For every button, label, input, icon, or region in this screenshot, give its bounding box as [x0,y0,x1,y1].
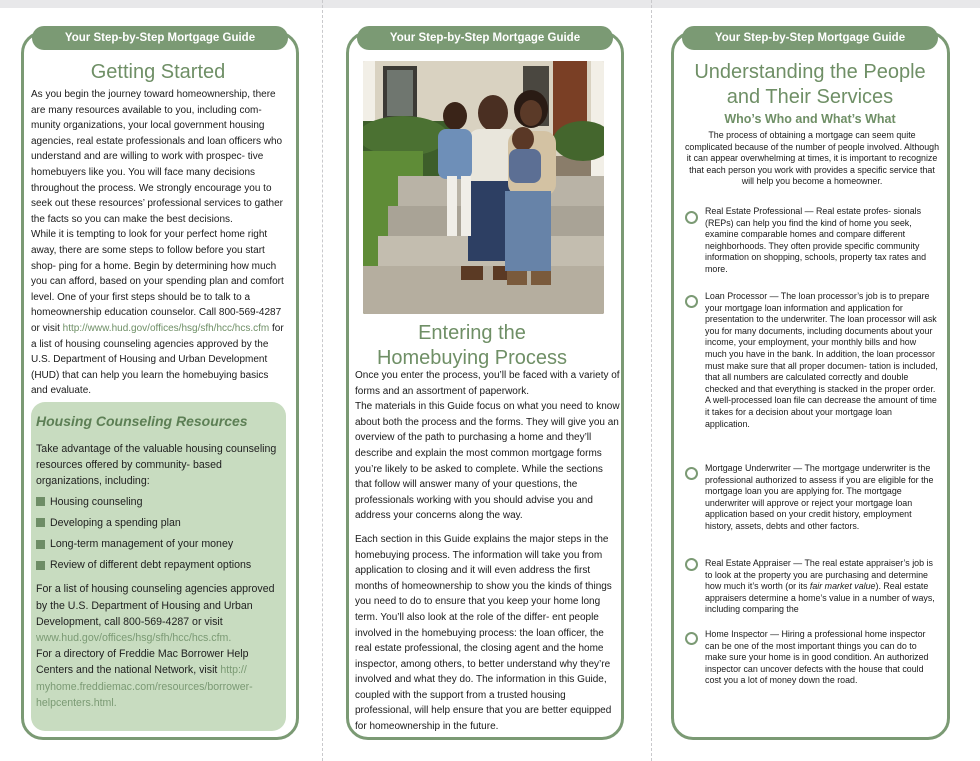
bullet-circle-icon [685,632,698,645]
bullet-circle-icon [685,295,698,308]
paragraph: The materials in this Guide focus on what you need to know about both the process and the forms. They will give you an overview of the path to purchasing a home and they’ll describe and explain the most common mortgage forms you’re likely to be asked to complete. While the sections that follow will answer many of your questions, the professionals working with you should advise you and address your concerns along the way. [355,401,620,522]
panel-header-tab: Your Step-by-Step Mortgage Guide [682,26,938,50]
section-title: Getting Started [90,61,226,83]
freddiemac-link[interactable]: http:// myhome.freddiemac.com/resources/borrower-helpcenters.html. [36,664,253,709]
section-subtitle: Who’s Who and What’s What [724,112,896,126]
list-item: Housing counseling [36,494,286,510]
paragraph-text: for a list of housing counseling agencies approved by the U.S. Department of Housing and Urban Development (HUD) that can help you learn the homebuying basics and evaluate. [31,322,284,397]
homebuying-body [355,368,622,735]
getting-started-body [31,87,287,399]
resources-title: Housing Counseling Resources [36,413,248,429]
paragraph: For a directory of Freddie Mac Borrower Help Centers and the national Network, visit http:// myhome.freddiemac.com/resources/borrower-helpcenters.html. [36,648,253,709]
paragraph: As you begin the journey toward homeownership, there are many resources available to you, including com- munity organizations, your local government housing agencies, real estate professionals and loan officers who understand and are willing to work with prospec- tive homebuyers like you. You will face many decisions throughout the process. We strongly encourage you to seek out these resources’ professional services to gather the facts so you can make the best decisions. [31,89,283,225]
role-home-inspector: Home Inspector — Hiring a professional home inspector can be one of the most important things you can do to make sure your home is in good condition. An authorized inspector can uncover defects with the house that could cost you a lot of money down the road. [705,629,929,686]
resources-list [36,494,286,574]
family-photo [363,61,604,314]
list-item: Long-term management of your money [36,536,286,552]
paragraph-text: While it is tempting to look for your perfect home right away, there are some steps to follow before you start shop- ping for a home. Begin by determining how much you can afford, based on your spending plan and comfort level. One of your first steps should be to talk to a homeownership education counselor. Call 800-569-4287 or visit [31,229,284,334]
intro-paragraph: The process of obtaining a mortgage can seem quite complicated because of the number of people involved. Although it can appear overwhelming at times, it is important to recognize that each person you work with provides a specific service that will help you become a homeowner. [684,130,940,187]
paragraph: Once you enter the process, you’ll be faced with a variety of forms and an assortment of paperwork. [355,370,620,397]
bullet-circle-icon [685,211,698,224]
paragraph: Each section in this Guide explains the major steps in the homebuying process. The information will take you from application to closing and it will even address the first months of homeownership to show you the kinds of things you need to do to ensure that you keep your home long term. You’ll also look at the role of the differ- ent people involved in the homebuying process: the loan officer, the real estate professional, the closing agent and the home inspector, among others, to better understand why they’re involved and what they do. The information in this Guide, coupled with the support from a trusted housing professional, will help ensure that you are better equipped for homeownership in the future. [355,533,612,733]
bullet-square-icon [36,518,45,527]
panel-header-tab: Your Step-by-Step Mortgage Guide [357,26,613,50]
resources-body [36,441,286,711]
hud-resource-link[interactable]: www.hud.gov/offices/hsg/sfh/hcc/hcs.cfm. [36,632,232,645]
bullet-square-icon [36,561,45,570]
fold-line [651,0,652,761]
hud-link[interactable]: http://www.hud.gov/offices/hsg/sfh/hcc/hcs.cfm [62,322,270,334]
bullet-circle-icon [685,467,698,480]
section-title: Entering the Homebuying Process [376,322,568,369]
section-title: Understanding the People and Their Services [694,61,926,108]
list-item: Review of different debt repayment options [36,557,286,573]
list-item: Developing a spending plan [36,515,286,531]
panel-header-tab: Your Step-by-Step Mortgage Guide [32,26,288,50]
paragraph: For a list of housing counseling agencies approved by the U.S. Department of Housing and Urban Development, call 800-569-4287 or visit www.hud.gov/offices/hsg/sfh/hcc/hcs.cfm. [36,583,275,645]
bullet-square-icon [36,497,45,506]
role-loan-processor: Loan Processor — The loan processor’s job is to prepare your mortgage loan information and application for presentation to the underwriter. The loan processor will ask you for many documents, including documents about your income, your employment, your monthly bills and how much you have in the bank. In addition, the loan processor must make sure that all proper documen- tation is included, that all numbers are calculated correctly and double checked and that everything is stacked in the proper order. A well-processed loan file can decrease the amount of time it takes for a decision about your mortgage loan application. [705,291,938,429]
bullet-square-icon [36,540,45,549]
paragraph [31,227,287,399]
bullet-circle-icon [685,558,698,571]
role-mortgage-underwriter: Mortgage Underwriter — The mortgage underwriter is the professional authorized to assess if you are eligible for the mortgage loan you are applying for. The mortgage underwriter will approve or reject your mortgage loan application based on your credit history, employment history, assets, debts and other factors. [705,463,934,531]
role-real-estate-professional: Real Estate Professional — Real estate profes- sionals (REPs) can help you find the kind of home you seek, examine comparable homes and compare different neighborhoods. They often provide specific community information on shopping, schools, property tax rates and more. [705,206,927,274]
resources-intro: Take advantage of the valuable housing counseling resources offered by community- based organizations, including: [36,443,277,488]
role-real-estate-appraiser: Real Estate Appraiser — The real estate appraiser’s job is to look at the property you are purchasing and determine how much it’s worth (or its fair market value). Real estate appraisers determine a home’s value in a number of ways, including comparing the [705,558,935,615]
fold-line [322,0,323,761]
